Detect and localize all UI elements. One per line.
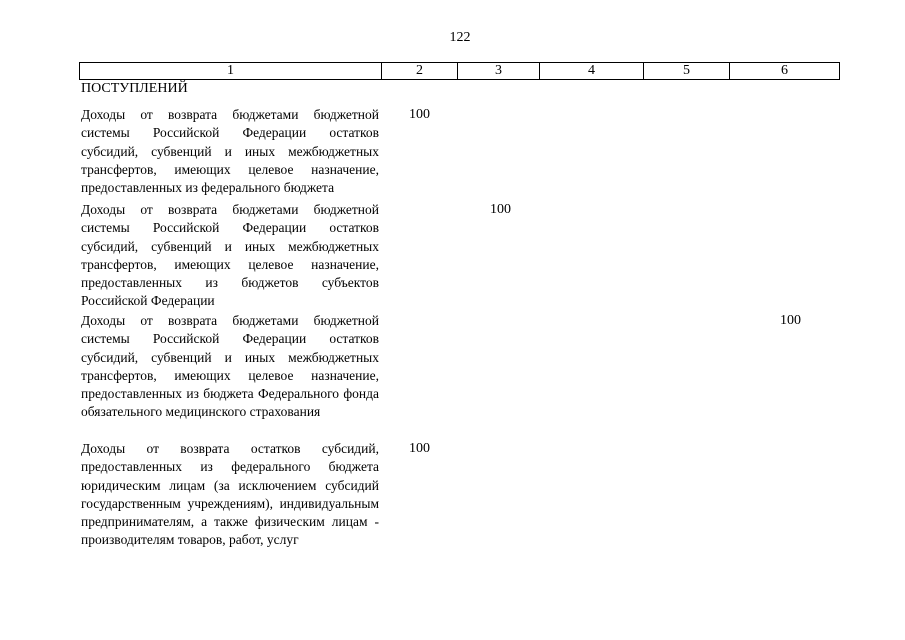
table-row <box>81 201 379 311</box>
section-title: ПОСТУПЛЕНИЙ <box>81 81 188 96</box>
column-header-row <box>80 63 840 80</box>
row-value-col2: 100 <box>409 441 430 456</box>
row-description: Доходы от возврата бюджетами бюджетной системы Российской Федерации остатков субсидий, субвенций и иных межбюджетных трансфертов, имеющих целевое назначение, предоставленных из бюджетов субъектов Российской Федерации <box>81 202 379 309</box>
column-header-4: 4 <box>540 63 644 80</box>
table-row <box>81 440 379 550</box>
column-header-table <box>79 62 840 80</box>
table-row <box>81 312 379 422</box>
row-description: Доходы от возврата бюджетами бюджетной системы Российской Федерации остатков субсидий, субвенций и иных межбюджетных трансфертов, имеющих целевое назначение, предоставленных из федерального бюджета <box>81 107 379 196</box>
row-value-col3: 100 <box>490 202 511 217</box>
row-description: Доходы от возврата остатков субсидий, предоставленных из федерального бюджета юридическим лицам (за исключением субсидий государственным учреждениям), индивидуальным предпринимателям, а также физическим лицам - производителям товаров, работ, услуг <box>81 441 379 548</box>
column-header-3: 3 <box>458 63 540 80</box>
row-value-col6: 100 <box>780 313 801 328</box>
page-number: 122 <box>449 30 471 45</box>
column-header-2: 2 <box>382 63 458 80</box>
table-row <box>81 106 379 197</box>
column-header-1: 1 <box>80 63 382 80</box>
row-description: Доходы от возврата бюджетами бюджетной системы Российской Федерации остатков субсидий, субвенций и иных межбюджетных трансфертов, имеющих целевое назначение, предоставленных из бюджета Федерального фонда обязательного медицинского страхования <box>81 313 379 420</box>
column-header-5: 5 <box>644 63 730 80</box>
row-value-col2: 100 <box>409 107 430 122</box>
column-header-6: 6 <box>730 63 840 80</box>
